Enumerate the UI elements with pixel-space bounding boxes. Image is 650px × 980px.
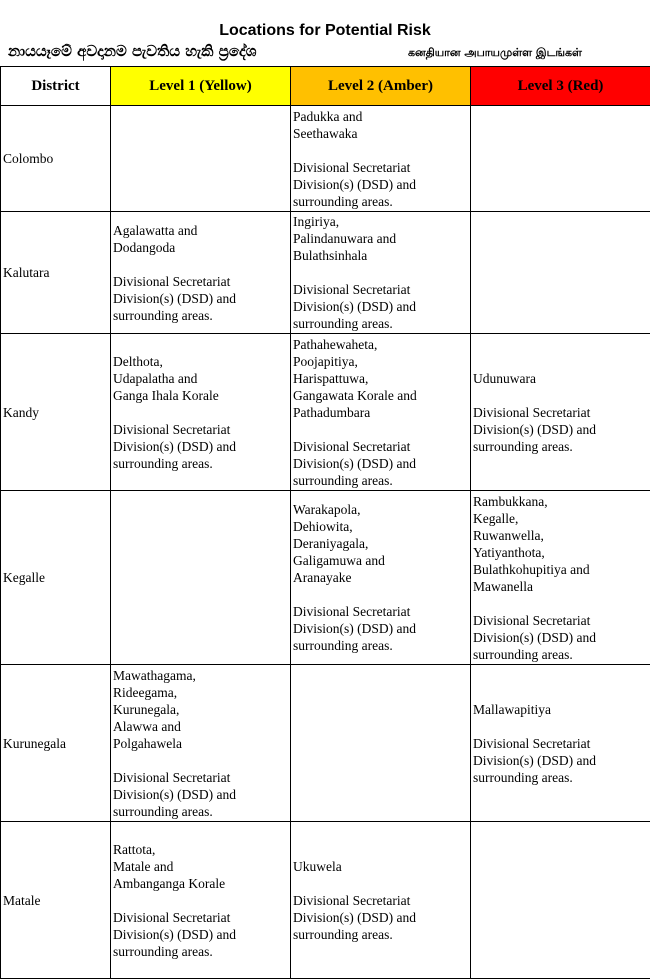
spacer bbox=[293, 875, 470, 892]
district-cell: Kurunegala bbox=[1, 665, 111, 822]
table-row bbox=[1, 491, 650, 665]
area-list: Mallawapitiya bbox=[473, 701, 551, 717]
level-3-cell bbox=[471, 491, 650, 665]
area-list: Agalawatta and Dodangoda bbox=[113, 222, 198, 255]
area-list: Delthota, Udapalatha and Ganga Ihala Korale bbox=[113, 353, 219, 403]
level-3-cell bbox=[471, 822, 650, 979]
spacer bbox=[473, 595, 650, 612]
dsd-description: Divisional Secretariat Division(s) (DSD) and surrounding areas. bbox=[293, 282, 416, 331]
spacer bbox=[293, 142, 470, 159]
level-2-cell bbox=[291, 491, 471, 665]
spacer bbox=[293, 264, 470, 281]
dsd-description: Divisional Secretariat Division(s) (DSD) and surrounding areas. bbox=[293, 438, 416, 488]
risk-table bbox=[0, 66, 650, 979]
column-header-level-2: Level 2 (Amber) bbox=[291, 67, 471, 106]
level-3-cell bbox=[471, 212, 650, 334]
district-cell: Colombo bbox=[1, 106, 111, 212]
dsd-description: Divisional Secretariat Division(s) (DSD) and surrounding areas. bbox=[293, 604, 416, 653]
dsd-description: Divisional Secretariat Division(s) (DSD) and surrounding areas. bbox=[113, 273, 236, 323]
table-row bbox=[1, 665, 650, 822]
table-header-row bbox=[1, 67, 650, 106]
level-2-cell bbox=[291, 822, 471, 979]
subtitle-sinhala: නායයෑමේ අවදානම පැවතිය හැකි ප්‍රදේශ bbox=[8, 42, 257, 60]
spacer bbox=[293, 421, 470, 438]
level-2-cell bbox=[291, 212, 471, 334]
spacer bbox=[113, 256, 290, 273]
area-list: Pathahewaheta, Poojapitiya, Harispattuwa, Gangawata Korale and Pathadumbara bbox=[293, 336, 417, 420]
area-list: Rambukkana, Kegalle, Ruwanwella, Yatiyanthota, Bulathkohupitiya and Mawanella bbox=[473, 493, 590, 594]
spacer bbox=[113, 752, 290, 769]
district-cell: Kandy bbox=[1, 334, 111, 491]
level-1-cell bbox=[111, 212, 291, 334]
area-list: Rattota, Matale and Ambanganga Korale bbox=[113, 841, 226, 891]
dsd-description: Divisional Secretariat Division(s) (DSD) and surrounding areas. bbox=[113, 769, 236, 819]
dsd-description: Divisional Secretariat Division(s) (DSD) and surrounding areas. bbox=[293, 159, 416, 209]
table-body bbox=[1, 106, 650, 979]
area-list: Ingiriya, Palindanuwara and Bulathsinhala bbox=[293, 214, 397, 263]
dsd-description: Divisional Secretariat Division(s) (DSD) and surrounding areas. bbox=[113, 909, 236, 959]
level-1-cell bbox=[111, 822, 291, 979]
district-cell: Kegalle bbox=[1, 491, 111, 665]
table-row bbox=[1, 334, 650, 491]
level-1-cell bbox=[111, 334, 291, 491]
spacer bbox=[473, 718, 650, 735]
area-list: Udunuwara bbox=[473, 370, 536, 386]
dsd-description: Divisional Secretariat Division(s) (DSD) and surrounding areas. bbox=[473, 404, 596, 454]
dsd-description: Divisional Secretariat Division(s) (DSD) and surrounding areas. bbox=[473, 735, 596, 785]
dsd-description: Divisional Secretariat Division(s) (DSD) and surrounding areas. bbox=[293, 892, 416, 942]
level-1-cell bbox=[111, 106, 291, 212]
level-1-cell bbox=[111, 665, 291, 822]
spacer bbox=[113, 892, 290, 909]
level-3-cell bbox=[471, 106, 650, 212]
area-list: Mawathagama, Rideegama, Kurunegala, Alawwa and Polgahawela bbox=[113, 667, 196, 751]
table-row bbox=[1, 106, 650, 212]
level-2-cell bbox=[291, 665, 471, 822]
column-header-level-3: Level 3 (Red) bbox=[471, 67, 650, 106]
area-list: Padukka and Seethawaka bbox=[293, 108, 363, 141]
area-list: Ukuwela bbox=[293, 858, 342, 874]
level-3-cell bbox=[471, 665, 650, 822]
column-header-district: District bbox=[1, 67, 111, 106]
table-row bbox=[1, 212, 650, 334]
subtitle-tamil: கனதியான அபாயமுள்ள இடங்கள் bbox=[408, 46, 582, 59]
level-2-cell bbox=[291, 106, 471, 212]
district-cell: Matale bbox=[1, 822, 111, 979]
column-header-level-1: Level 1 (Yellow) bbox=[111, 67, 291, 106]
district-cell: Kalutara bbox=[1, 212, 111, 334]
level-3-cell bbox=[471, 334, 650, 491]
spacer bbox=[293, 586, 470, 603]
area-list: Warakapola, Dehiowita, Deraniyagala, Galigamuwa and Aranayake bbox=[293, 502, 385, 585]
dsd-description: Divisional Secretariat Division(s) (DSD) and surrounding areas. bbox=[473, 612, 596, 662]
level-2-cell bbox=[291, 334, 471, 491]
page-title: Locations for Potential Risk bbox=[219, 22, 431, 39]
level-1-cell bbox=[111, 491, 291, 665]
spacer bbox=[473, 387, 650, 404]
table-row bbox=[1, 822, 650, 979]
spacer bbox=[113, 404, 290, 421]
dsd-description: Divisional Secretariat Division(s) (DSD) and surrounding areas. bbox=[113, 421, 236, 471]
